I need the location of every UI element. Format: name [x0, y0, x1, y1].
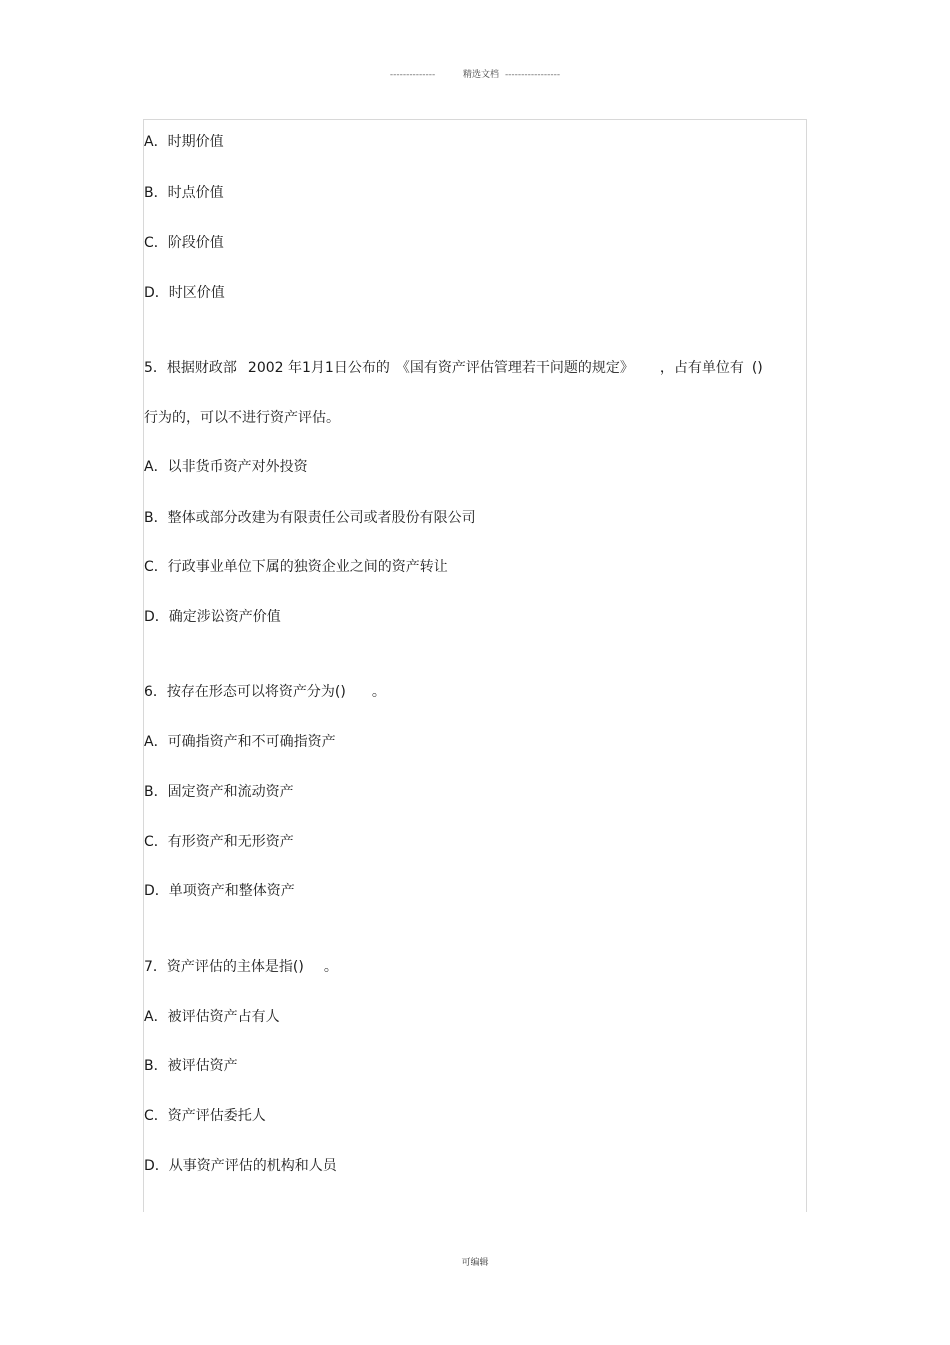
q6-stem: [144, 684, 386, 700]
q5-option-b: B．整体或部分改建为有限责任公司或者股份有限公司: [144, 510, 476, 526]
page-footer: 可编辑: [461, 1258, 489, 1268]
q6-stem-period: 。: [371, 684, 386, 700]
header-right-rule: -----------------: [504, 70, 561, 80]
q6-option-b: B．固定资产和流动资产: [144, 784, 294, 800]
header-left-rule: --------------: [389, 70, 436, 80]
q5-option-d: D．确定涉讼资产价值: [144, 609, 281, 625]
q7-stem-text: 7．资产评估的主体是指(): [144, 959, 304, 975]
page-header: [0, 67, 950, 80]
q4-option-a: A．时期价值: [144, 134, 224, 150]
q5-stem-line2: 行为的，可以不进行资产评估。: [144, 410, 340, 426]
q4-option-c: C．阶段价值: [144, 235, 224, 251]
content-frame: [143, 119, 807, 1212]
q6-option-d: D．单项资产和整体资产: [144, 883, 295, 899]
q5-stem-part-c: 《国有资产评估管理若干问题的规定》: [395, 360, 634, 376]
q7-stem: [144, 959, 338, 975]
q5-stem-part-b: 2002 年1月1日公布的: [247, 360, 390, 376]
header-title: 精选文档: [463, 70, 500, 80]
q5-option-a: A．以非货币资产对外投资: [144, 459, 308, 475]
q4-option-d: D．时区价值: [144, 285, 225, 301]
q6-stem-text: 6．按存在形态可以将资产分为(): [144, 684, 346, 700]
q7-stem-period: 。: [323, 959, 338, 975]
q7-option-c: C．资产评估委托人: [144, 1108, 266, 1124]
q5-stem-part-a: 5．根据财政部: [144, 360, 237, 376]
q5-stem-part-d: ，占有单位有: [659, 360, 744, 376]
q4-option-b: B．时点价值: [144, 185, 224, 201]
q7-option-d: D．从事资产评估的机构和人员: [144, 1158, 337, 1174]
q5-stem-part-e: (): [751, 360, 763, 376]
q7-option-a: A．被评估资产占有人: [144, 1009, 280, 1025]
q6-option-c: C．有形资产和无形资产: [144, 834, 294, 850]
q5-stem-line1: [144, 360, 763, 376]
q7-option-b: B．被评估资产: [144, 1058, 238, 1074]
q6-option-a: A．可确指资产和不可确指资产: [144, 734, 336, 750]
q5-option-c: C．行政事业单位下属的独资企业之间的资产转让: [144, 559, 448, 575]
